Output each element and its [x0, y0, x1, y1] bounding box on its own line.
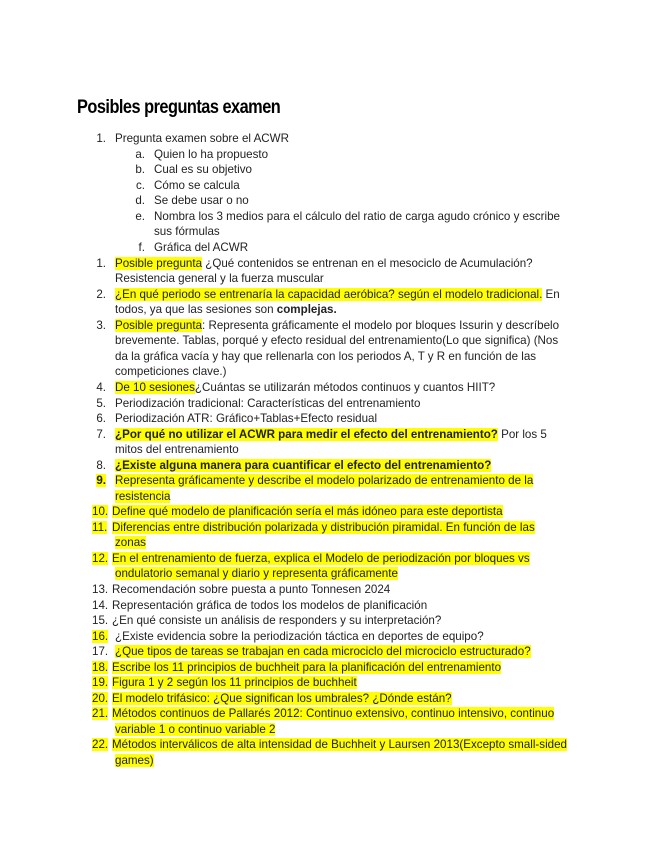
list-marker: 9.: [96, 474, 106, 487]
list-marker: 15.: [92, 614, 109, 627]
list-item-text: todos, ya que las sesiones son: [115, 303, 277, 316]
list-item-text: ¿Existe evidencia sobre la periodización táctica en deportes de equipo?: [115, 630, 484, 643]
list-marker: 13.: [92, 583, 109, 596]
list-item-text: Cual es su objetivo: [154, 163, 252, 176]
list-item-text: Se debe usar o no: [154, 194, 249, 207]
highlighted-question: ¿Existe alguna manera para cuantificar el efecto del entrenamiento?: [115, 459, 492, 472]
list-item-text: sus fórmulas: [154, 225, 220, 238]
highlighted-label: De 10 sesiones: [115, 381, 195, 394]
list-item-text: Periodización tradicional: Características del entrenamiento: [115, 397, 421, 410]
list-item-text: Por los 5: [497, 428, 547, 441]
list-item-text: ¿Qué contenidos se entrenan en el mesociclo de Acumulación?: [202, 257, 533, 270]
list-marker: 5.: [96, 397, 106, 410]
list-item-text: competiciones clave.): [115, 365, 227, 378]
list-item-text: ¿Cuántas se utilizarán métodos continuos y cuantos HIIT?: [194, 381, 496, 394]
list-marker: a.: [135, 148, 145, 161]
list-item-text: resistencia: [115, 490, 171, 503]
list-item-text: Define qué modelo de planificación sería el más idóneo para este deportista: [112, 505, 503, 518]
list-marker: 21.: [92, 707, 109, 720]
list-item-text: Métodos interválicos de alta intensidad de Buchheit y Laursen 2013(Excepto small-sided: [112, 738, 567, 751]
list-item-text: Quien lo ha propuesto: [154, 148, 269, 161]
list-marker: d.: [135, 194, 145, 207]
list-marker: 6.: [96, 412, 106, 425]
list-marker: 11.: [92, 521, 108, 534]
list-marker: 17.: [92, 645, 109, 658]
highlighted-label: Posible pregunta: [115, 257, 203, 270]
list-item-text: Recomendación sobre puesta a punto Tonnesen 2024: [112, 583, 391, 596]
bold-text: complejas.: [276, 303, 337, 316]
list-marker: 4.: [96, 381, 106, 394]
list-item-text: Escribe los 11 principios de buchheit para la planificación del entrenamiento: [112, 661, 502, 674]
list-item-text: brevemente. Tablas, porqué y efecto residual del entrenamiento(Lo que significa) (Nos: [115, 334, 559, 347]
list-item-text: games): [115, 754, 154, 767]
list-marker: 18.: [92, 661, 109, 674]
list-item-text: Cómo se calcula: [154, 179, 240, 192]
list-marker: 1.: [96, 132, 106, 145]
list-item-text: ondulatorio semanal y diario y representa gráficamente: [115, 567, 398, 580]
list-item-text: da la gráfica vacía y hay que rellenarla con los periodos A, T y R en función de las: [115, 350, 537, 363]
list-item-text: zonas: [115, 536, 146, 549]
list-item-text: Pregunta examen sobre el ACWR: [115, 132, 289, 145]
list-item-text: mitos del entrenamiento: [115, 443, 239, 456]
list-marker: 8.: [96, 459, 106, 472]
list-item-text: En el entrenamiento de fuerza, explica el Modelo de periodización por bloques vs: [112, 552, 530, 565]
list-marker: 14.: [92, 599, 109, 612]
list-item-text: Métodos continuos de Pallarés 2012: Continuo extensivo, continuo intensivo, continuo: [112, 707, 555, 720]
list-item-text: ¿Que tipos de tareas se trabajan en cada microciclo del microciclo estructurado?: [115, 645, 531, 658]
list-item-text: Figura 1 y 2 según los 11 principios de buchheit: [112, 676, 357, 689]
list-marker: 10.: [92, 505, 109, 518]
list-item-text: Nombra los 3 medios para el cálculo del ratio de carga agudo crónico y escribe: [154, 210, 560, 223]
list-marker: 1.: [96, 257, 106, 270]
list-item-text: Gráfica del ACWR: [154, 241, 249, 254]
list-item-text: En: [542, 288, 560, 301]
list-marker: 12.: [92, 552, 109, 565]
list-item-text: El modelo trifásico: ¿Que significan los umbrales? ¿Dónde están?: [112, 692, 452, 705]
list-item-text: Representación gráfica de todos los modelos de planificación: [112, 599, 428, 612]
list-item-text: Resistencia general y la fuerza muscular: [115, 272, 324, 285]
list-marker: b.: [135, 163, 145, 176]
list-item-text: Representa gráficamente y describe el modelo polarizado de entrenamiento de la: [115, 474, 534, 487]
document-title: Posibles preguntas examen: [77, 97, 281, 118]
list-marker: c.: [135, 179, 145, 192]
list-marker: 19.: [92, 676, 109, 689]
list-marker: e.: [135, 210, 145, 223]
list-marker: 20.: [92, 692, 109, 705]
list-marker: 2.: [96, 288, 106, 301]
list-item-text: ¿En qué consiste un análisis de responders y su interpretación?: [112, 614, 442, 627]
list-item-text: variable 1 o continuo variable 2: [115, 723, 276, 736]
list-marker: 16.: [92, 630, 109, 643]
list-marker: 22.: [92, 738, 109, 751]
list-item-text: Diferencias entre distribución polarizada y distribución piramidal. En función de las: [112, 521, 535, 534]
highlighted-question: ¿En qué periodo se entrenaría la capacidad aeróbica? según el modelo tradicional.: [115, 288, 543, 301]
list-marker: 7.: [96, 428, 106, 441]
list-item-text: : Representa gráficamente el modelo por bloques Issurin y descríbelo: [202, 319, 560, 332]
list-item-text: Periodización ATR: Gráfico+Tablas+Efecto residual: [115, 412, 378, 425]
highlighted-question: ¿Por qué no utilizar el ACWR para medir el efecto del entrenamiento?: [115, 428, 498, 441]
list-marker: f.: [138, 241, 145, 254]
list-marker: 3.: [96, 319, 106, 332]
highlighted-label: Posible pregunta: [115, 319, 203, 332]
